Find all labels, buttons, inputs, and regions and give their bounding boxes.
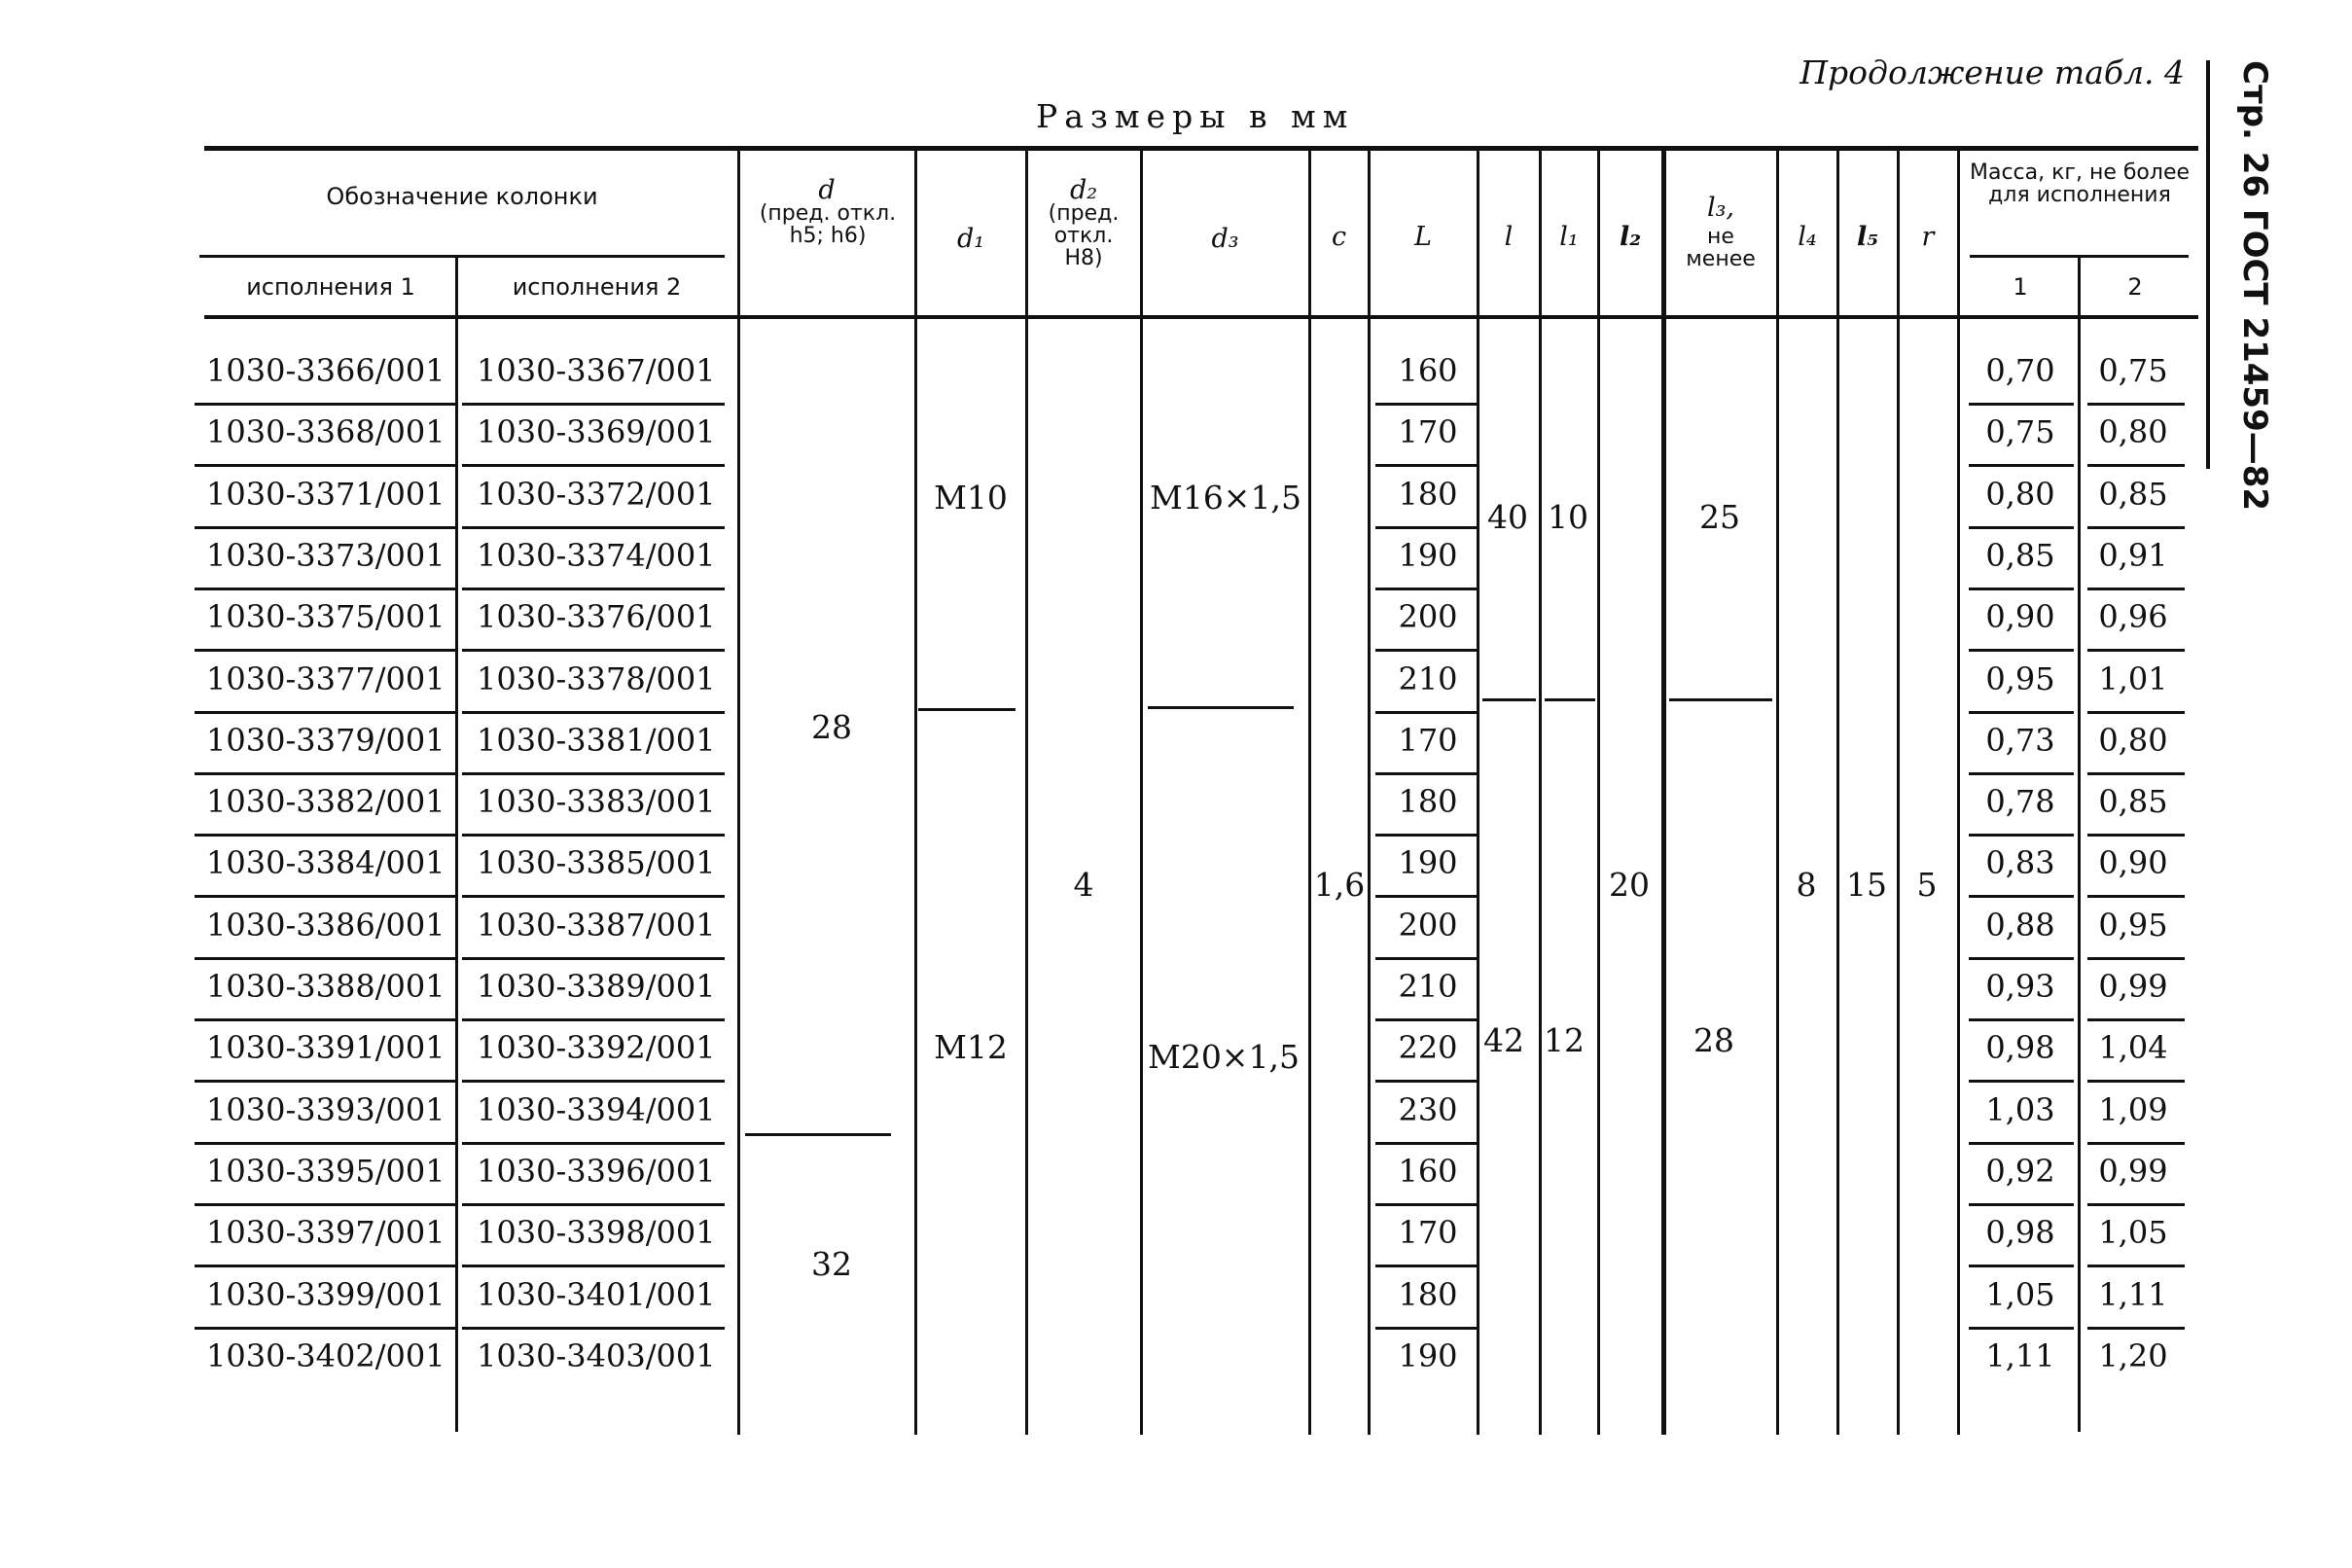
execution-1-designation: 1030-3386/001 xyxy=(206,907,445,944)
header-l: l xyxy=(1504,222,1514,252)
mass-execution-2: 1,20 xyxy=(2098,1337,2168,1374)
execution-2-designation: 1030-3394/001 xyxy=(477,1091,716,1128)
mass-execution-1: 0,70 xyxy=(1985,352,2055,389)
execution-1-designation: 1030-3391/001 xyxy=(206,1029,445,1066)
underline-execution-2 xyxy=(462,711,725,714)
length-L: 190 xyxy=(1398,1337,1458,1374)
header-c: c xyxy=(1331,222,1347,252)
underline-mass-1 xyxy=(1969,1327,2074,1330)
underline-mass-1 xyxy=(1969,1080,2074,1083)
underline-execution-1 xyxy=(195,1203,455,1206)
header-d3: d₃ xyxy=(1211,224,1239,254)
underline-mass-2 xyxy=(2087,526,2185,529)
underline-mass-2 xyxy=(2087,895,2185,898)
underline-length xyxy=(1375,588,1477,590)
length-L: 220 xyxy=(1398,1029,1458,1066)
underline-execution-1 xyxy=(195,649,455,652)
underline-execution-2 xyxy=(462,1265,725,1267)
execution-2-designation: 1030-3401/001 xyxy=(477,1276,716,1313)
underline-length xyxy=(1375,1327,1477,1330)
underline-mass-2 xyxy=(2087,1080,2185,1083)
underline-mass-1 xyxy=(1969,464,2074,467)
col-rule-5 xyxy=(1140,151,1143,1435)
underline-mass-1 xyxy=(1969,1203,2074,1206)
mass-execution-2: 1,04 xyxy=(2098,1029,2168,1066)
col-rule-13 xyxy=(1836,151,1839,1435)
mass-execution-1: 0,83 xyxy=(1985,844,2055,881)
underline-execution-2 xyxy=(462,526,725,529)
underline-mass-2 xyxy=(2087,772,2185,775)
header-execution-1: исполнения 1 xyxy=(246,273,415,301)
underline-execution-2 xyxy=(462,1080,725,1083)
underline-execution-1 xyxy=(195,526,455,529)
underline-length xyxy=(1375,1018,1477,1021)
header-mass-1: 1 xyxy=(2013,273,2028,301)
underline-length xyxy=(1375,711,1477,714)
execution-2-designation: 1030-3403/001 xyxy=(477,1337,716,1374)
c-value: 1,6 xyxy=(1313,866,1366,904)
execution-1-designation: 1030-3373/001 xyxy=(206,537,445,574)
r-value: 5 xyxy=(1916,866,1938,904)
length-L: 180 xyxy=(1398,1276,1458,1313)
execution-1-designation: 1030-3382/001 xyxy=(206,783,445,820)
underline-mass-1 xyxy=(1969,834,2074,837)
mass-execution-1: 1,11 xyxy=(1985,1337,2055,1374)
execution-2-designation: 1030-3378/001 xyxy=(477,660,716,697)
divider-d1 xyxy=(918,708,1016,711)
col-rule-2 xyxy=(737,151,740,1435)
execution-1-designation: 1030-3368/001 xyxy=(206,413,445,450)
mass-execution-2: 0,85 xyxy=(2098,476,2168,513)
header-r: r xyxy=(1921,222,1935,252)
mass-execution-2: 1,05 xyxy=(2098,1214,2168,1251)
col-rule-3 xyxy=(914,151,917,1435)
side-rule xyxy=(2206,60,2210,469)
mass-execution-2: 1,09 xyxy=(2098,1091,2168,1128)
header-d-note: (пред. откл. h5; h6) xyxy=(759,201,897,249)
header-L: L xyxy=(1414,222,1432,252)
execution-1-designation: 1030-3371/001 xyxy=(206,476,445,513)
execution-2-designation: 1030-3369/001 xyxy=(477,413,716,450)
underline-execution-1 xyxy=(195,1018,455,1021)
execution-2-designation: 1030-3374/001 xyxy=(477,537,716,574)
underline-mass-2 xyxy=(2087,834,2185,837)
underline-execution-1 xyxy=(195,772,455,775)
underline-mass-2 xyxy=(2087,711,2185,714)
underline-execution-1 xyxy=(195,1265,455,1267)
underline-length xyxy=(1375,526,1477,529)
underline-mass-2 xyxy=(2087,1142,2185,1145)
execution-1-designation: 1030-3379/001 xyxy=(206,722,445,759)
header-d1: d₁ xyxy=(956,224,985,254)
execution-2-designation: 1030-3367/001 xyxy=(477,352,716,389)
header-l4: l₄ xyxy=(1798,222,1817,252)
mass-execution-2: 0,91 xyxy=(2098,537,2168,574)
mass-execution-1: 0,88 xyxy=(1985,907,2055,944)
length-L: 210 xyxy=(1398,660,1458,697)
underline-length xyxy=(1375,1203,1477,1206)
l3-value-a: 25 xyxy=(1699,498,1740,536)
underline-mass-2 xyxy=(2087,588,2185,590)
d-value-a: 28 xyxy=(811,708,852,746)
underline-execution-1 xyxy=(195,834,455,837)
l2-value: 20 xyxy=(1609,866,1650,904)
underline-mass-1 xyxy=(1969,588,2074,590)
d3-value-a: M16×1,5 xyxy=(1150,479,1301,517)
page-side-label xyxy=(2227,60,2274,517)
underline-execution-1 xyxy=(195,403,455,406)
execution-2-designation: 1030-3372/001 xyxy=(477,476,716,513)
underline-execution-1 xyxy=(195,711,455,714)
underline-mass-1 xyxy=(1969,895,2074,898)
underline-length xyxy=(1375,957,1477,960)
header-l1: l₁ xyxy=(1559,222,1579,252)
header-l3-note: не менее xyxy=(1686,225,1756,272)
header-d2-note: (пред. откл. H8) xyxy=(1048,201,1120,271)
side-label-text: Стр. 26 ГОСТ 21459—82 xyxy=(2235,60,2274,512)
divider-l3 xyxy=(1669,698,1772,701)
underline-length xyxy=(1375,834,1477,837)
underline-length xyxy=(1375,772,1477,775)
col-rule-10 xyxy=(1597,151,1600,1435)
header-subrule-designation xyxy=(199,255,725,258)
header-d2: d₂ xyxy=(1069,175,1098,205)
execution-2-designation: 1030-3376/001 xyxy=(477,598,716,635)
mass-execution-2: 0,96 xyxy=(2098,598,2168,635)
underline-execution-1 xyxy=(195,895,455,898)
execution-1-designation: 1030-3375/001 xyxy=(206,598,445,635)
mass-execution-2: 1,01 xyxy=(2098,660,2168,697)
execution-1-designation: 1030-3393/001 xyxy=(206,1091,445,1128)
header-mass: Масса, кг, не более для исполнения xyxy=(1969,160,2191,208)
underline-mass-2 xyxy=(2087,464,2185,467)
underline-length xyxy=(1375,403,1477,406)
divider-d xyxy=(745,1133,891,1136)
underline-execution-2 xyxy=(462,649,725,652)
length-L: 170 xyxy=(1398,1214,1458,1251)
underline-length xyxy=(1375,464,1477,467)
header-designation: Обозначение колонки xyxy=(326,183,598,210)
mass-execution-1: 0,95 xyxy=(1985,660,2055,697)
underline-execution-1 xyxy=(195,464,455,467)
col-rule-9 xyxy=(1539,151,1542,1435)
d3-value-b: M20×1,5 xyxy=(1148,1038,1300,1076)
underline-mass-1 xyxy=(1969,711,2074,714)
underline-mass-2 xyxy=(2087,649,2185,652)
execution-1-designation: 1030-3366/001 xyxy=(206,352,445,389)
l5-value: 15 xyxy=(1846,866,1887,904)
header-l3: l₃, xyxy=(1706,193,1735,223)
underline-execution-1 xyxy=(195,1080,455,1083)
execution-2-designation: 1030-3398/001 xyxy=(477,1214,716,1251)
length-L: 170 xyxy=(1398,413,1458,450)
mass-execution-1: 1,05 xyxy=(1985,1276,2055,1313)
mass-execution-2: 0,75 xyxy=(2098,352,2168,389)
underline-mass-1 xyxy=(1969,526,2074,529)
underline-mass-2 xyxy=(2087,1018,2185,1021)
mass-execution-2: 0,99 xyxy=(2098,968,2168,1005)
units-caption: Размеры в мм xyxy=(1036,97,1355,135)
mass-execution-2: 1,11 xyxy=(2098,1276,2168,1313)
col-rule-6 xyxy=(1308,151,1311,1435)
d1-value-a: M10 xyxy=(934,479,1008,517)
l1-value-b: 12 xyxy=(1544,1021,1585,1059)
mass-execution-1: 0,98 xyxy=(1985,1214,2055,1251)
underline-execution-2 xyxy=(462,834,725,837)
underline-execution-1 xyxy=(195,1327,455,1330)
col-rule-11 xyxy=(1661,151,1666,1435)
col-rule-4 xyxy=(1025,151,1028,1435)
length-L: 160 xyxy=(1398,352,1458,389)
execution-2-designation: 1030-3385/001 xyxy=(477,844,716,881)
mass-execution-2: 0,85 xyxy=(2098,783,2168,820)
length-L: 200 xyxy=(1398,907,1458,944)
execution-2-designation: 1030-3389/001 xyxy=(477,968,716,1005)
l4-value: 8 xyxy=(1796,866,1817,904)
execution-1-designation: 1030-3388/001 xyxy=(206,968,445,1005)
table-continuation-caption: Продолжение табл. 4 xyxy=(1800,53,2185,91)
header-l5: l₅ xyxy=(1856,222,1879,252)
underline-length xyxy=(1375,649,1477,652)
execution-1-designation: 1030-3402/001 xyxy=(206,1337,445,1374)
underline-mass-1 xyxy=(1969,772,2074,775)
underline-length xyxy=(1375,1265,1477,1267)
execution-1-designation: 1030-3377/001 xyxy=(206,660,445,697)
underline-execution-1 xyxy=(195,588,455,590)
underline-execution-2 xyxy=(462,464,725,467)
length-L: 190 xyxy=(1398,537,1458,574)
underline-execution-2 xyxy=(462,1142,725,1145)
header-d: d xyxy=(818,175,836,205)
l1-value-a: 10 xyxy=(1548,498,1588,536)
underline-execution-2 xyxy=(462,1203,725,1206)
length-L: 170 xyxy=(1398,722,1458,759)
mass-execution-1: 0,93 xyxy=(1985,968,2055,1005)
execution-1-designation: 1030-3397/001 xyxy=(206,1214,445,1251)
mass-execution-2: 0,80 xyxy=(2098,413,2168,450)
execution-2-designation: 1030-3381/001 xyxy=(477,722,716,759)
execution-1-designation: 1030-3399/001 xyxy=(206,1276,445,1313)
mass-execution-2: 0,80 xyxy=(2098,722,2168,759)
mass-execution-1: 0,98 xyxy=(1985,1029,2055,1066)
col-rule-14 xyxy=(1897,151,1900,1435)
execution-2-designation: 1030-3396/001 xyxy=(477,1153,716,1190)
d1-value-b: M12 xyxy=(934,1028,1008,1066)
underline-execution-2 xyxy=(462,772,725,775)
divider-l1 xyxy=(1545,698,1595,701)
underline-mass-1 xyxy=(1969,403,2074,406)
underline-mass-2 xyxy=(2087,1203,2185,1206)
d2-value: 4 xyxy=(1073,866,1094,904)
l-value-b: 42 xyxy=(1483,1021,1524,1059)
l3-value-b: 28 xyxy=(1693,1021,1734,1059)
underline-execution-2 xyxy=(462,1327,725,1330)
execution-1-designation: 1030-3395/001 xyxy=(206,1153,445,1190)
divider-l xyxy=(1482,698,1536,701)
underline-mass-2 xyxy=(2087,1265,2185,1267)
length-L: 180 xyxy=(1398,783,1458,820)
l-value-a: 40 xyxy=(1487,498,1528,536)
underline-mass-1 xyxy=(1969,1265,2074,1267)
mass-execution-1: 0,78 xyxy=(1985,783,2055,820)
col-rule-16 xyxy=(2078,255,2081,1432)
header-mass-2: 2 xyxy=(2127,273,2143,301)
underline-execution-2 xyxy=(462,957,725,960)
mass-execution-1: 0,80 xyxy=(1985,476,2055,513)
col-rule-12 xyxy=(1776,151,1779,1435)
divider-d3 xyxy=(1148,706,1294,709)
execution-1-designation: 1030-3384/001 xyxy=(206,844,445,881)
mass-execution-1: 1,03 xyxy=(1985,1091,2055,1128)
col-rule-15 xyxy=(1957,151,1960,1435)
mass-execution-1: 0,90 xyxy=(1985,598,2055,635)
col-rule-1 xyxy=(455,255,458,1432)
length-L: 160 xyxy=(1398,1153,1458,1190)
execution-2-designation: 1030-3383/001 xyxy=(477,783,716,820)
mass-execution-2: 0,95 xyxy=(2098,907,2168,944)
underline-execution-1 xyxy=(195,1142,455,1145)
underline-execution-2 xyxy=(462,895,725,898)
underline-length xyxy=(1375,1080,1477,1083)
underline-mass-2 xyxy=(2087,957,2185,960)
underline-length xyxy=(1375,1142,1477,1145)
underline-mass-2 xyxy=(2087,403,2185,406)
underline-mass-1 xyxy=(1969,1018,2074,1021)
mass-execution-1: 0,92 xyxy=(1985,1153,2055,1190)
mass-execution-2: 0,99 xyxy=(2098,1153,2168,1190)
underline-mass-1 xyxy=(1969,1142,2074,1145)
underline-execution-1 xyxy=(195,957,455,960)
header-execution-2: исполнения 2 xyxy=(512,273,682,301)
execution-2-designation: 1030-3392/001 xyxy=(477,1029,716,1066)
mass-execution-1: 0,75 xyxy=(1985,413,2055,450)
mass-execution-2: 0,90 xyxy=(2098,844,2168,881)
execution-2-designation: 1030-3387/001 xyxy=(477,907,716,944)
underline-mass-1 xyxy=(1969,957,2074,960)
length-L: 200 xyxy=(1398,598,1458,635)
length-L: 190 xyxy=(1398,844,1458,881)
length-L: 230 xyxy=(1398,1091,1458,1128)
length-L: 210 xyxy=(1398,968,1458,1005)
header-l2: l₂ xyxy=(1619,222,1642,252)
mass-execution-1: 0,85 xyxy=(1985,537,2055,574)
mass-execution-1: 0,73 xyxy=(1985,722,2055,759)
length-L: 180 xyxy=(1398,476,1458,513)
underline-mass-1 xyxy=(1969,649,2074,652)
d-value-b: 32 xyxy=(811,1245,852,1283)
underline-execution-2 xyxy=(462,403,725,406)
underline-execution-2 xyxy=(462,1018,725,1021)
underline-mass-2 xyxy=(2087,1327,2185,1330)
underline-execution-2 xyxy=(462,588,725,590)
underline-length xyxy=(1375,895,1477,898)
